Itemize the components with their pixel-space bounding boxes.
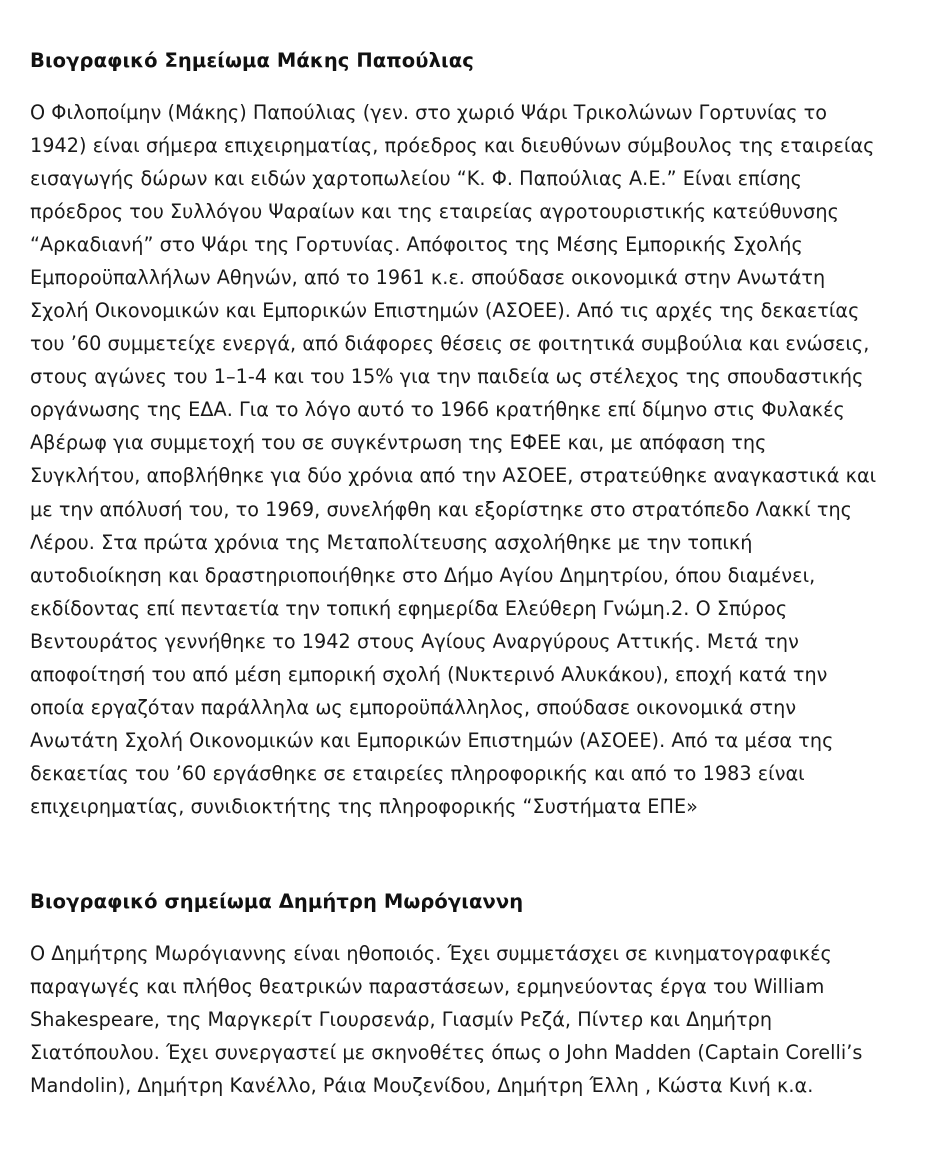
section-heading-morogiannis: Βιογραφικό σημείωμα Δημήτρη Μωρόγιαννη — [30, 889, 524, 913]
biography-section-papoulias — [30, 48, 881, 823]
biography-section-morogiannis — [30, 889, 881, 1102]
section-body-morogiannis: Ο Δημήτρης Μωρόγιαννης είναι ηθοποιός. Έχει συμμετάσχει σε κινηματογραφικές παραγωγές και πλήθος θεατρικών παραστάσεων, ερμηνεύοντας έργα του William Shakespeare, της Μαργκερίτ Γιουρσενάρ, Γιασμίν Ρεζά, Πίντερ και Δημήτρη Σιατόπουλου. Έχει συνεργαστεί με σκηνοθέτες όπως ο John Madden (Captain Corelli’s Mandolin), Δημήτρη Κανέλλο, Ράια Μουζενίδου, Δημήτρη Έλλη , Κώστα Κινή κ.α. — [30, 941, 863, 1098]
section-heading-papoulias: Βιογραφικό Σημείωμα Μάκης Παπούλιας — [30, 49, 474, 72]
section-body-papoulias: Ο Φιλοποίμην (Μάκης) Παπούλιας (γεν. στο χωριό Ψάρι Τρικολώνων Γορτυνίας το 1942) είναι σήμερα επιχειρηματίας, πρόεδρος και διευθύνων σύμβουλος της εταιρείας εισαγωγής δώρων και ειδών χαρτοπωλείου “Κ. Φ. Παπούλιας Α.Ε.” Είναι επίσης πρόεδρος του Συλλόγου Ψαραίων και της εταιρείας αγροτουριστικής κατεύθυνσης “Αρκαδιανή” στο Ψάρι της Γορτυνίας. Απόφοιτος της Μέσης Εμπορικής Σχολής Εμποροϋπαλλήλων Αθηνών, από το 1961 κ.ε. σπούδασε οικονομικά στην Ανωτάτη Σχολή Οικονομικών και Εμπορικών Επιστημών (ΑΣΟΕΕ). Από τις αρχές της δεκαετίας του ’60 συμμετείχε ενεργά, από διάφορες θέσεις σε φοιτητικά συμβούλια και ενώσεις, στους αγώνες του 1–1-4 και του 15% για την παιδεία ως στέλεχος της σπουδαστικής οργάνωσης της ΕΔΑ. Για το λόγο αυτό το 1966 κρατήθηκε επί δίμηνο στις Φυλακές Αβέρωφ για συμμετοχή του σε συγκέντρωση της ΕΦΕΕ και, με απόφαση της Συγκλήτου, αποβλήθηκε για δύο χρόνια από την ΑΣΟΕΕ, στρατεύθηκε αναγκαστικά και με την απόλυσή του, το 1969, συνελήφθη και εξορίστηκε στο στρατόπεδο Λακκί της Λέρου. Στα πρώτα χρόνια της Μεταπολίτευσης ασχολήθηκε με την τοπική αυτοδιοίκηση και δραστηριοποιήθηκε στο Δήμο Αγίου Δημητρίου, όπου διαμένει, εκδίδοντας επί πενταετία την τοπική εφημερίδα Ελεύθερη Γνώμη.2. Ο Σπύρος Βεντουράτος γεννήθηκε το 1942 στους Αγίους Αναργύρους Αττικής. Μετά την αποφοίτησή του από μέση εμπορική σχολή (Νυκτερινό Αλυκάκου), εποχή κατά την οποία εργαζόταν παράλληλα ως εμποροϋπάλληλος, σπούδασε οικονομικά στην Ανωτάτη Σχολή Οικονομικών και Εμπορικών Επιστημών (ΑΣΟΕΕ). Από τα μέσα της δεκαετίας του ’60 εργάσθηκε σε εταιρείες πληροφορικής και από το 1983 είναι επιχειρηματίας, συνιδιοκτήτης της πληροφορικής “Συστήματα ΕΠΕ» — [30, 101, 877, 818]
